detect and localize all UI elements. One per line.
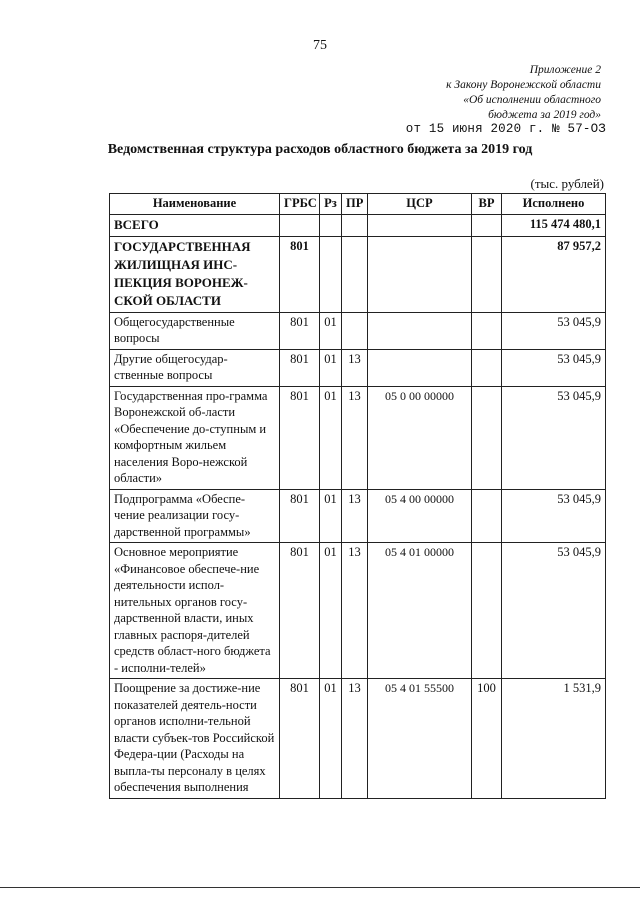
decree-stamp: от 15 июня 2020 г. № 57-ОЗ bbox=[405, 122, 606, 136]
row-amount: 53 045,9 bbox=[502, 543, 606, 679]
column-header-vr: ВР bbox=[472, 194, 502, 215]
row-pr bbox=[342, 214, 368, 236]
column-header-executed: Исполнено bbox=[502, 194, 606, 215]
row-csr bbox=[368, 236, 472, 312]
expenditure-table bbox=[109, 193, 606, 799]
row-vr bbox=[472, 386, 502, 489]
column-header-name: Наименование bbox=[110, 194, 280, 215]
document-title: Ведомственная структура расходов областного бюджета за 2019 год bbox=[107, 142, 533, 157]
table-row bbox=[110, 236, 606, 312]
column-header-rz: Рз bbox=[320, 194, 342, 215]
table-row bbox=[110, 312, 606, 349]
table-row bbox=[110, 489, 606, 543]
table-row bbox=[110, 386, 606, 489]
row-rz: 01 bbox=[320, 386, 342, 489]
row-vr bbox=[472, 489, 502, 543]
table-row bbox=[110, 349, 606, 386]
row-vr bbox=[472, 214, 502, 236]
row-rz: 01 bbox=[320, 543, 342, 679]
row-grbs: 801 bbox=[280, 679, 320, 799]
row-csr: 05 0 00 00000 bbox=[368, 386, 472, 489]
row-name: Основное мероприятие «Финансовое обеспече-ние деятельности испол-нительных органов госу-дарственной власти, иных главных распоря-дителей средств област-ного бюджета - исполни-телей» bbox=[110, 543, 280, 679]
annex-line: «Об исполнении областного bbox=[463, 94, 601, 106]
row-pr: 13 bbox=[342, 349, 368, 386]
row-vr bbox=[472, 236, 502, 312]
row-pr bbox=[342, 236, 368, 312]
page-number: 75 bbox=[313, 38, 327, 53]
row-name: ГОСУДАРСТВЕННАЯ ЖИЛИЩНАЯ ИНС-ПЕКЦИЯ ВОРОНЕЖ-СКОЙ ОБЛАСТИ bbox=[110, 236, 280, 312]
row-csr bbox=[368, 214, 472, 236]
row-grbs bbox=[280, 214, 320, 236]
row-amount: 53 045,9 bbox=[502, 349, 606, 386]
table-row bbox=[110, 679, 606, 799]
row-vr bbox=[472, 543, 502, 679]
table-header-row bbox=[110, 194, 606, 215]
table-row bbox=[110, 214, 606, 236]
row-name: Поощрение за достиже-ние показателей деятель-ности органов исполни-тельной власти субъек-тов Российской Федера-ции (Расходы на выпла-ты персоналу в целях обеспечения выполнения bbox=[110, 679, 280, 799]
row-grbs: 801 bbox=[280, 236, 320, 312]
row-grbs: 801 bbox=[280, 349, 320, 386]
annex-line: бюджета за 2019 год» bbox=[488, 109, 601, 121]
row-amount: 53 045,9 bbox=[502, 386, 606, 489]
row-csr: 05 4 01 55500 bbox=[368, 679, 472, 799]
row-csr: 05 4 00 00000 bbox=[368, 489, 472, 543]
row-csr bbox=[368, 312, 472, 349]
row-pr: 13 bbox=[342, 543, 368, 679]
row-rz: 01 bbox=[320, 489, 342, 543]
annex-line: Приложение 2 bbox=[529, 64, 601, 76]
units-note: (тыс. рублей) bbox=[530, 176, 604, 191]
column-header-grbs: ГРБС bbox=[280, 194, 320, 215]
bottom-divider bbox=[0, 887, 640, 888]
row-vr bbox=[472, 349, 502, 386]
row-amount: 1 531,9 bbox=[502, 679, 606, 799]
row-amount: 115 474 480,1 bbox=[502, 214, 606, 236]
row-csr bbox=[368, 349, 472, 386]
row-name: Подпрограмма «Обеспе-чение реализации госу-дарственной программы» bbox=[110, 489, 280, 543]
table-row bbox=[110, 543, 606, 679]
row-name: ВСЕГО bbox=[110, 214, 280, 236]
row-pr: 13 bbox=[342, 489, 368, 543]
row-name: Государственная про-грамма Воронежской об-ласти «Обеспечение до-ступным и комфортным жильем населения Воро-нежской области» bbox=[110, 386, 280, 489]
row-grbs: 801 bbox=[280, 312, 320, 349]
annex-line: к Закону Воронежской области bbox=[446, 79, 601, 91]
row-vr: 100 bbox=[472, 679, 502, 799]
row-rz: 01 bbox=[320, 679, 342, 799]
row-name: Общегосударственные вопросы bbox=[110, 312, 280, 349]
column-header-pr: ПР bbox=[342, 194, 368, 215]
row-amount: 53 045,9 bbox=[502, 489, 606, 543]
row-pr: 13 bbox=[342, 679, 368, 799]
row-name: Другие общегосудар-ственные вопросы bbox=[110, 349, 280, 386]
annex-caption bbox=[446, 63, 601, 123]
row-pr bbox=[342, 312, 368, 349]
row-csr: 05 4 01 00000 bbox=[368, 543, 472, 679]
row-amount: 53 045,9 bbox=[502, 312, 606, 349]
row-rz: 01 bbox=[320, 312, 342, 349]
row-grbs: 801 bbox=[280, 543, 320, 679]
row-vr bbox=[472, 312, 502, 349]
row-grbs: 801 bbox=[280, 489, 320, 543]
row-pr: 13 bbox=[342, 386, 368, 489]
column-header-csr: ЦСР bbox=[368, 194, 472, 215]
row-amount: 87 957,2 bbox=[502, 236, 606, 312]
row-rz bbox=[320, 236, 342, 312]
row-grbs: 801 bbox=[280, 386, 320, 489]
row-rz bbox=[320, 214, 342, 236]
row-rz: 01 bbox=[320, 349, 342, 386]
